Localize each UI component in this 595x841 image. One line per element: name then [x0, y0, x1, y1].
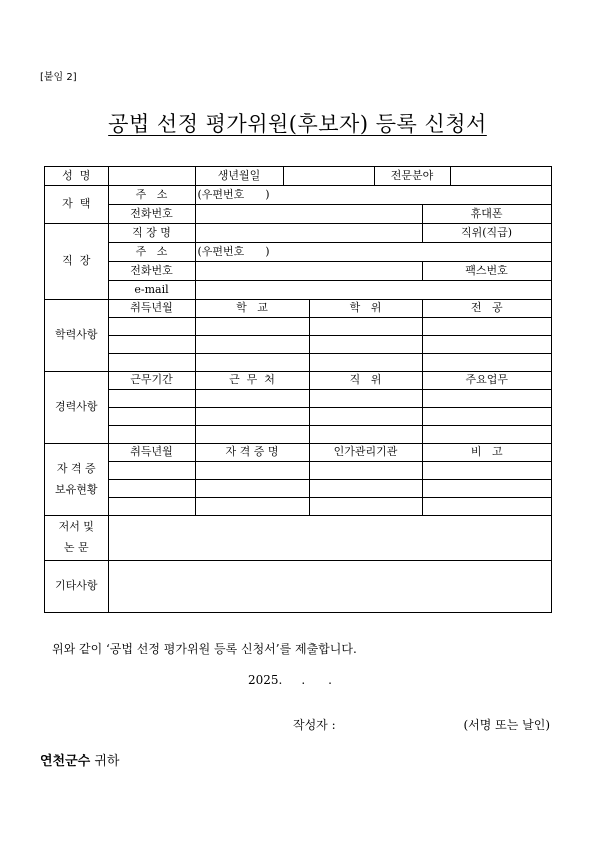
education-major-cell[interactable] — [422, 354, 551, 372]
license-header-date: 취득년월 — [108, 444, 195, 462]
etc-field[interactable] — [108, 561, 551, 613]
license-name-cell[interactable] — [195, 498, 309, 516]
name-label: 성 명 — [45, 167, 108, 186]
career-period-cell[interactable] — [108, 390, 195, 408]
row-career-header — [45, 372, 551, 390]
email-label: e-mail — [108, 281, 195, 300]
table-row — [45, 480, 551, 498]
career-workplace-cell[interactable] — [195, 426, 309, 444]
position-label: 직위(직급) — [422, 224, 551, 243]
email-field[interactable] — [195, 281, 551, 300]
table-row — [45, 318, 551, 336]
row-license-header — [45, 444, 551, 462]
education-date-cell[interactable] — [108, 318, 195, 336]
birth-label: 생년월일 — [195, 167, 283, 186]
license-note-cell[interactable] — [422, 480, 551, 498]
career-duties-cell[interactable] — [422, 408, 551, 426]
career-period-cell[interactable] — [108, 408, 195, 426]
license-header-name: 자 격 증 명 — [195, 444, 309, 462]
row-personal — [45, 167, 551, 186]
education-major-cell[interactable] — [422, 318, 551, 336]
education-section-label: 학력사항 — [45, 300, 108, 372]
addressee-name: 연천군수 — [40, 754, 91, 769]
career-header-workplace: 근 무 처 — [195, 372, 309, 390]
license-section-label — [45, 444, 108, 516]
row-education-header — [45, 300, 551, 318]
education-header-degree: 학 위 — [309, 300, 422, 318]
addressee-suffix: 귀하 — [90, 754, 120, 769]
license-date-cell[interactable] — [108, 480, 195, 498]
table-row — [45, 498, 551, 516]
application-form — [44, 166, 552, 613]
education-degree-cell[interactable] — [309, 318, 422, 336]
license-note-cell[interactable] — [422, 462, 551, 480]
table-row — [45, 408, 551, 426]
education-degree-cell[interactable] — [309, 336, 422, 354]
work-section-label: 직 장 — [45, 224, 108, 300]
license-label-line2: 보유현황 — [54, 482, 98, 496]
education-header-school: 학 교 — [195, 300, 309, 318]
form-table — [45, 167, 551, 612]
home-address-field[interactable]: (우편번호 ) — [195, 186, 551, 205]
etc-label: 기타사항 — [45, 561, 108, 613]
document-title: 공법 선정 평가위원(후보자) 등록 신청서 — [108, 112, 487, 136]
date-line: 2025. . . — [248, 673, 332, 687]
education-school-cell[interactable] — [195, 318, 309, 336]
home-address-label: 주 소 — [108, 186, 195, 205]
mobile-label: 휴대폰 — [422, 205, 551, 224]
career-position-cell[interactable] — [309, 426, 422, 444]
license-date-cell[interactable] — [108, 462, 195, 480]
name-field[interactable] — [108, 167, 195, 186]
license-label-line1: 자 격 증 — [56, 461, 96, 475]
home-section-label: 자 택 — [45, 186, 108, 224]
home-phone-label: 전화번호 — [108, 205, 195, 224]
field-label: 전문분야 — [374, 167, 450, 186]
career-duties-cell[interactable] — [422, 426, 551, 444]
license-authority-cell[interactable] — [309, 480, 422, 498]
career-position-cell[interactable] — [309, 390, 422, 408]
career-period-cell[interactable] — [108, 426, 195, 444]
publications-label-line2: 논 문 — [63, 541, 89, 554]
row-etc — [45, 561, 551, 613]
license-authority-cell[interactable] — [309, 498, 422, 516]
education-school-cell[interactable] — [195, 354, 309, 372]
license-header-note: 비 고 — [422, 444, 551, 462]
row-workplace — [45, 224, 551, 243]
education-major-cell[interactable] — [422, 336, 551, 354]
career-header-period: 근무기간 — [108, 372, 195, 390]
fax-label: 팩스번호 — [422, 262, 551, 281]
workplace-label: 직 장 명 — [108, 224, 195, 243]
career-duties-cell[interactable] — [422, 390, 551, 408]
education-degree-cell[interactable] — [309, 354, 422, 372]
education-school-cell[interactable] — [195, 336, 309, 354]
career-position-cell[interactable] — [309, 408, 422, 426]
career-workplace-cell[interactable] — [195, 390, 309, 408]
row-work-address — [45, 243, 551, 262]
work-phone-label: 전화번호 — [108, 262, 195, 281]
table-row — [45, 336, 551, 354]
license-name-cell[interactable] — [195, 462, 309, 480]
work-address-field[interactable]: (우편번호 ) — [195, 243, 551, 262]
table-row — [45, 390, 551, 408]
work-phone-field[interactable] — [195, 262, 422, 281]
submission-statement: 위와 같이 ‘공법 선정 평가위원 등록 신청서’를 제출합니다. — [52, 642, 357, 656]
field-field[interactable] — [450, 167, 551, 186]
license-header-authority: 인가관리기관 — [309, 444, 422, 462]
education-date-cell[interactable] — [108, 336, 195, 354]
writer-label: 작성자 : — [293, 718, 336, 732]
career-header-duties: 주요업무 — [422, 372, 551, 390]
table-row — [45, 462, 551, 480]
license-name-cell[interactable] — [195, 480, 309, 498]
license-date-cell[interactable] — [108, 498, 195, 516]
publications-label-line1: 저서 및 — [58, 520, 94, 534]
row-work-phone — [45, 262, 551, 281]
table-row — [45, 426, 551, 444]
license-note-cell[interactable] — [422, 498, 551, 516]
addressee — [40, 750, 119, 769]
career-header-position: 직 위 — [309, 372, 422, 390]
publications-field[interactable] — [108, 516, 551, 561]
home-phone-field[interactable] — [195, 205, 422, 224]
education-date-cell[interactable] — [108, 354, 195, 372]
birth-field[interactable] — [283, 167, 374, 186]
publications-label — [45, 516, 108, 561]
attachment-label: [붙임 2] — [40, 72, 77, 83]
row-email — [45, 281, 551, 300]
sign-note: (서명 또는 날인) — [463, 718, 550, 732]
work-address-label: 주 소 — [108, 243, 195, 262]
workplace-field[interactable] — [195, 224, 422, 243]
license-authority-cell[interactable] — [309, 462, 422, 480]
row-home-phone — [45, 205, 551, 224]
row-home-address — [45, 186, 551, 205]
career-workplace-cell[interactable] — [195, 408, 309, 426]
education-header-date: 취득년월 — [108, 300, 195, 318]
career-section-label: 경력사항 — [45, 372, 108, 444]
education-header-major: 전 공 — [422, 300, 551, 318]
row-publications — [45, 516, 551, 561]
table-row — [45, 354, 551, 372]
